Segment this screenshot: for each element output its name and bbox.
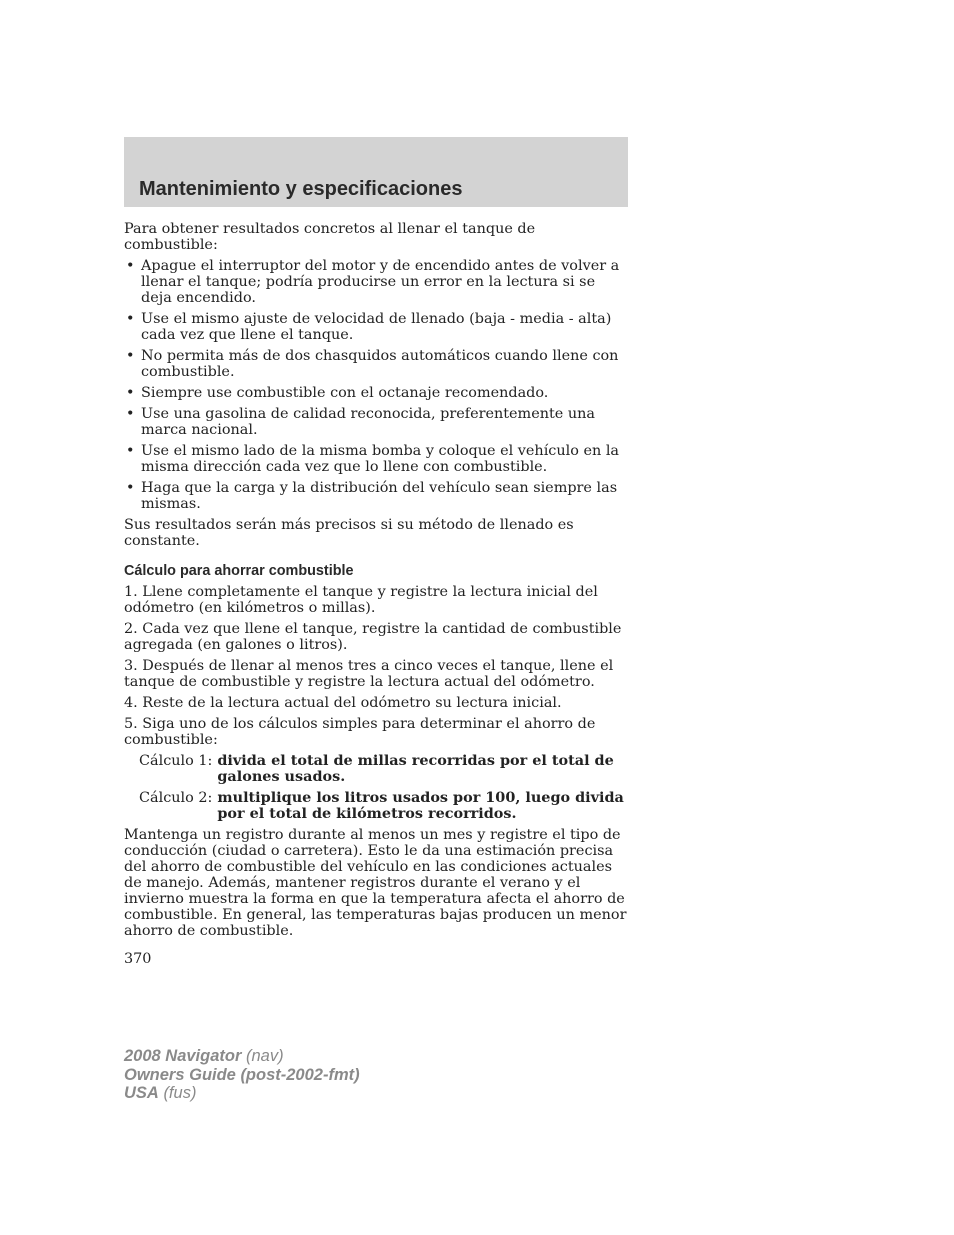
footer-model-code: (nav) xyxy=(246,1047,284,1065)
main-content xyxy=(124,221,628,967)
list-item: • Siempre use combustible con el octanaje recomendado. xyxy=(124,385,628,401)
calculation-row xyxy=(139,753,628,785)
results-note: Sus resultados serán más precisos si su método de llenado es constante. xyxy=(124,517,574,549)
list-item: • No permita más de dos chasquidos automáticos cuando llene con combustible. xyxy=(124,348,628,380)
closing-paragraph: Mantenga un registro durante al menos un mes y registre el tipo de conducción (ciudad o carretera). Esto le da una estimación precisa del ahorro de combustible del vehículo en las condiciones actuales de manejo. Además, mantener registros durante el verano y el invierno muestra la forma en que la temperatura afecta el ahorro de combustible. En general, las temperaturas bajas producen un menor ahorro de combustible. xyxy=(124,827,627,939)
list-item: • Use el mismo lado de la misma bomba y coloque el vehículo en la misma dirección cada vez que lo llene con combustible. xyxy=(124,443,628,475)
document-footer xyxy=(124,1047,360,1103)
calculation-row xyxy=(139,790,628,822)
calculation-label: Cálculo 1: xyxy=(139,753,213,769)
page-number: 370 xyxy=(124,951,152,967)
step-item: 1. Llene completamente el tanque y registre la lectura inicial del odómetro (en kilómetros o millas). xyxy=(124,584,598,616)
footer-guide: Owners Guide (post-2002-fmt) xyxy=(124,1065,360,1084)
section-heading: Cálculo para ahorrar combustible xyxy=(124,563,354,579)
list-item: • Haga que la carga y la distribución del vehículo sean siempre las mismas. xyxy=(124,480,628,512)
footer-line xyxy=(124,1047,360,1066)
section-header-band xyxy=(124,137,628,207)
step-item: 3. Después de llenar al menos tres a cinco veces el tanque, llene el tanque de combustible y registre la lectura actual del odómetro. xyxy=(124,658,614,690)
tips-list xyxy=(124,258,628,512)
list-item: • Use el mismo ajuste de velocidad de llenado (baja - media - alta) cada vez que llene el tanque. xyxy=(124,311,628,343)
page-title: Mantenimiento y especificaciones xyxy=(139,178,463,200)
intro-paragraph: Para obtener resultados concretos al llenar el tanque de combustible: xyxy=(124,221,536,253)
step-item: 4. Reste de la lectura actual del odómetro su lectura inicial. xyxy=(124,695,562,711)
list-item: • Apague el interruptor del motor y de encendido antes de volver a llenar el tanque; podría producirse un error en la lectura si se deja encendido. xyxy=(124,258,628,306)
footer-model: 2008 Navigator xyxy=(124,1047,242,1065)
footer-market-code: (fus) xyxy=(163,1084,197,1102)
footer-market: USA xyxy=(124,1084,159,1102)
step-item: 5. Siga uno de los cálculos simples para determinar el ahorro de combustible: xyxy=(124,716,596,748)
calculation-text: divida el total de millas recorridas por el total de galones usados. xyxy=(217,752,614,785)
calculation-text: multiplique los litros usados por 100, luego divida por el total de kilómetros recorridos. xyxy=(217,789,624,822)
list-item: • Use una gasolina de calidad reconocida, preferentemente una marca nacional. xyxy=(124,406,628,438)
footer-line xyxy=(124,1084,360,1103)
footer-line xyxy=(124,1066,360,1085)
calculation-label: Cálculo 2: xyxy=(139,790,213,806)
step-item: 2. Cada vez que llene el tanque, registre la cantidad de combustible agregada (en galones o litros). xyxy=(124,621,622,653)
